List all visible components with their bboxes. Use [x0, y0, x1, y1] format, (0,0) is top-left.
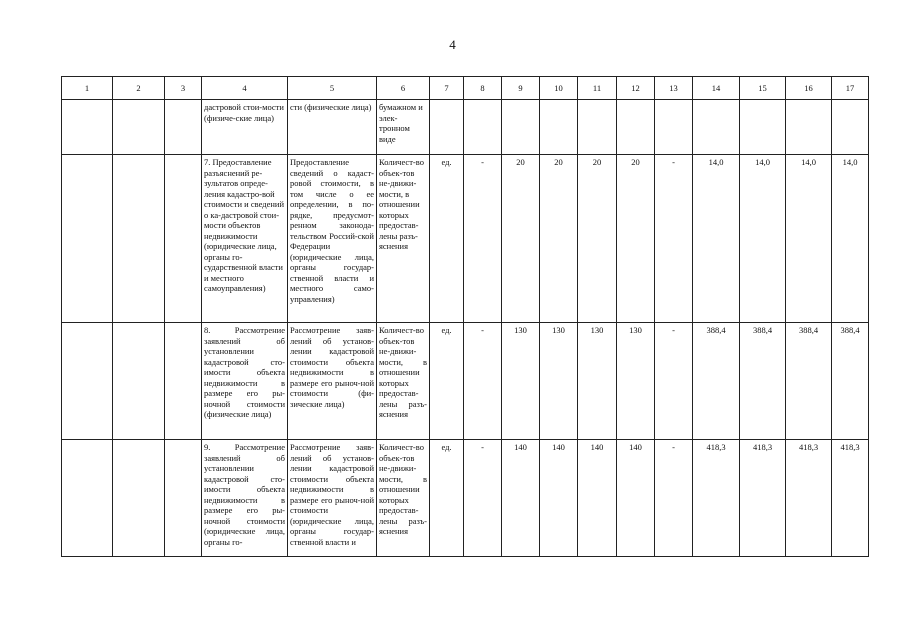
table-cell: 418,3 — [740, 440, 786, 557]
table-cell: 14,0 — [740, 155, 786, 323]
table-cell: 14,0 — [832, 155, 869, 323]
table-cell — [113, 100, 165, 155]
table-cell — [786, 100, 832, 155]
column-header: 10 — [540, 77, 578, 100]
table-cell: - — [655, 155, 693, 323]
column-header: 17 — [832, 77, 869, 100]
table-cell: 20 — [540, 155, 578, 323]
table-cell — [113, 440, 165, 557]
table-cell — [578, 100, 617, 155]
table-cell — [832, 100, 869, 155]
table-cell — [655, 100, 693, 155]
table-cell: 418,3 — [832, 440, 869, 557]
table-cell: 418,3 — [786, 440, 832, 557]
table-cell — [165, 100, 202, 155]
service-name-cell: дастровой стои-мости (физиче-ские лица) — [202, 100, 288, 155]
column-header: 12 — [617, 77, 655, 100]
table-cell: 130 — [502, 323, 540, 440]
table-cell — [62, 100, 113, 155]
table-cell — [693, 100, 740, 155]
table-cell — [165, 323, 202, 440]
column-header: 2 — [113, 77, 165, 100]
unit-cell: ед. — [430, 323, 464, 440]
table-cell: 140 — [578, 440, 617, 557]
indicator-cell: Количест-во объек-тов не-движи-мости, в отношении которых предостав-лены разъ-яснения — [377, 155, 430, 323]
service-content-cell: сти (физические лица) — [288, 100, 377, 155]
column-header: 13 — [655, 77, 693, 100]
table-cell — [540, 100, 578, 155]
table-cell: 20 — [578, 155, 617, 323]
table-cell — [113, 155, 165, 323]
indicator-cell: Количест-во объек-тов не-движи-мости, в отношении которых предостав-лены разъ-яснения — [377, 440, 430, 557]
table-cell: 20 — [617, 155, 655, 323]
service-name-cell: 8. Рассмотрение заявлений об установлении кадастровой сто-имости объекта недвижимости в размере его ры-ночной стоимости (физические лица) — [202, 323, 288, 440]
column-header: 11 — [578, 77, 617, 100]
table-cell: 418,3 — [693, 440, 740, 557]
table-cell — [464, 100, 502, 155]
table-cell: 130 — [540, 323, 578, 440]
column-header: 4 — [202, 77, 288, 100]
table-cell: 388,4 — [740, 323, 786, 440]
column-header: 6 — [377, 77, 430, 100]
column-header: 15 — [740, 77, 786, 100]
indicator-cell: бумажном и элек-тронном виде — [377, 100, 430, 155]
unit-cell: ед. — [430, 155, 464, 323]
table-cell: 140 — [502, 440, 540, 557]
table-cell: - — [655, 323, 693, 440]
indicator-cell: Количест-во объек-тов не-движи-мости, в отношении которых предостав-лены разъ-яснения — [377, 323, 430, 440]
table-cell: - — [464, 155, 502, 323]
table-row — [62, 440, 869, 557]
table-cell — [113, 323, 165, 440]
table-cell — [62, 323, 113, 440]
table-cell — [62, 440, 113, 557]
column-header: 16 — [786, 77, 832, 100]
table-cell: 20 — [502, 155, 540, 323]
service-name-cell: 7. Предоставление разъяснений ре-зультатов опреде-ления кадастро-вой стоимости и сведений о ка-дастровой стои-мости объектов недвижимости (юридические лица, органы го-сударственной власти и местного самоуправления) — [202, 155, 288, 323]
unit-cell — [430, 100, 464, 155]
table-cell — [617, 100, 655, 155]
table-cell — [740, 100, 786, 155]
unit-cell: ед. — [430, 440, 464, 557]
table-cell — [62, 155, 113, 323]
table-cell: 14,0 — [693, 155, 740, 323]
table-cell: 140 — [540, 440, 578, 557]
table-cell: 130 — [617, 323, 655, 440]
table-row — [62, 323, 869, 440]
column-header: 9 — [502, 77, 540, 100]
page-number: 4 — [449, 37, 456, 52]
header-row — [62, 77, 869, 100]
table-cell: 14,0 — [786, 155, 832, 323]
service-content-cell: Предоставление сведений о кадаст-ровой стоимости, в том числе о ее определении, в по-рядке, предусмот-ренном законода-тельством Россий-ской Федерации (юридические лица, органы государ-ственной власти и местного само-управления) — [288, 155, 377, 323]
table-cell: - — [464, 440, 502, 557]
table-cell: 388,4 — [786, 323, 832, 440]
service-content-cell: Рассмотрение заяв-лений об установ-лении кадастровой стоимости объекта недвижимости в размере его рыноч-ной стоимости (юридические лица, органы государ-ственной власти и — [288, 440, 377, 557]
table-cell: 388,4 — [832, 323, 869, 440]
table-cell: 130 — [578, 323, 617, 440]
column-header: 14 — [693, 77, 740, 100]
column-header: 7 — [430, 77, 464, 100]
table-cell — [502, 100, 540, 155]
table-cell: - — [464, 323, 502, 440]
services-table — [61, 76, 869, 557]
table-row — [62, 155, 869, 323]
column-header: 3 — [165, 77, 202, 100]
table-cell — [165, 440, 202, 557]
service-content-cell: Рассмотрение заяв-лений об установ-лении кадастровой стоимости объекта недвижимости в размере его рыноч-ной стоимости (фи-зические лица) — [288, 323, 377, 440]
column-header: 1 — [62, 77, 113, 100]
table-cell: 388,4 — [693, 323, 740, 440]
column-header: 8 — [464, 77, 502, 100]
table-cell: - — [655, 440, 693, 557]
table-cell: 140 — [617, 440, 655, 557]
table-row — [62, 100, 869, 155]
column-header: 5 — [288, 77, 377, 100]
table-cell — [165, 155, 202, 323]
service-name-cell: 9. Рассмотрение заявлений об установлении кадастровой сто-имости объекта недвижимости в размере его ры-ночной стоимости (юридические лица, органы го- — [202, 440, 288, 557]
